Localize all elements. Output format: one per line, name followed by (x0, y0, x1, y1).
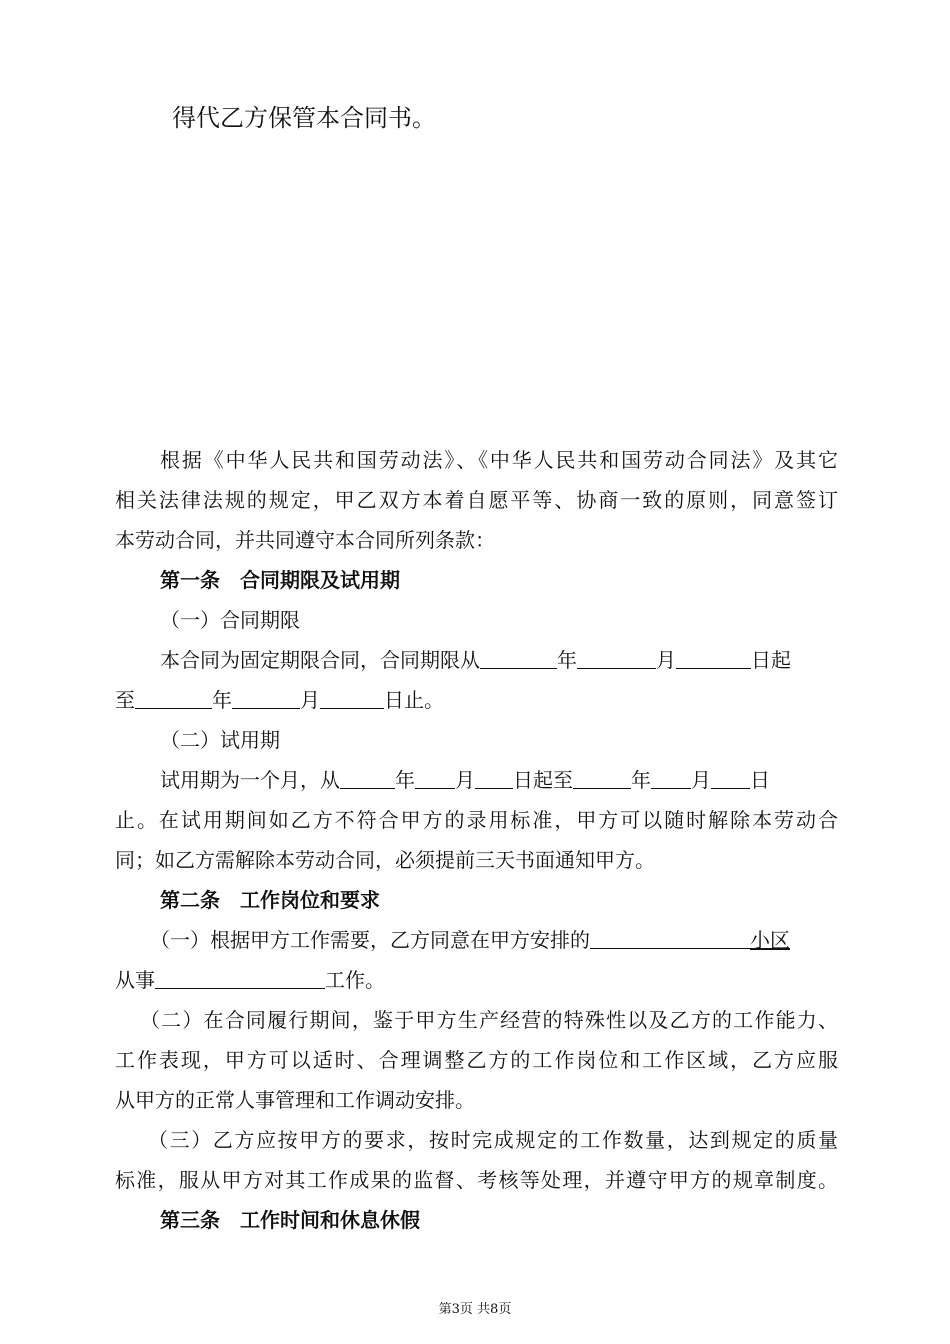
text: 日止。 (384, 688, 444, 712)
paragraph-line: 标准，服从甲方对其工作成果的监督、考核等处理，并遵守甲方的规章制度。 (115, 1168, 838, 1192)
job-field[interactable] (155, 966, 325, 989)
text: 年 (212, 688, 232, 712)
assignment-line (115, 966, 385, 994)
text: 工作。 (325, 968, 385, 992)
paragraph-line: 从甲方的正常人事管理和工作调动安排。 (115, 1088, 475, 1112)
text: 至 (115, 688, 135, 712)
text: 月 (300, 688, 320, 712)
end-month-field[interactable] (232, 686, 300, 709)
probation-line: 同；如乙方需解除本劳动合同，必须提前三天书面通知甲方。 (115, 848, 655, 872)
community-field[interactable] (590, 926, 750, 949)
text: 日起 (751, 648, 791, 672)
text: 日 (750, 768, 770, 792)
probation-end-year-field[interactable] (573, 766, 631, 789)
continued-text: 得代乙方保管本合同书。 (172, 104, 436, 132)
intro-line: 本劳动合同，并共同遵守本合同所列条款： (115, 528, 495, 552)
text: 本合同为固定期限合同，合同期限从 (160, 648, 480, 672)
probation-line: 止。在试用期间如乙方不符合甲方的录用标准，甲方可以随时解除本劳动合 (115, 808, 838, 832)
paragraph-line: 工作表现，甲方可以适时、合理调整乙方的工作岗位和工作区域，乙方应服 (115, 1048, 838, 1072)
intro-line: 根据《中华人民共和国劳动法》、《中华人民共和国劳动合同法》及其它 (160, 448, 838, 472)
section-contract-term: （一）合同期限 (160, 608, 300, 632)
probation-line (160, 766, 770, 794)
text: 日起至 (513, 768, 573, 792)
probation-end-month-field[interactable] (651, 766, 691, 789)
article-1-heading: 第一条 合同期限及试用期 (160, 568, 400, 592)
text: 从事 (115, 968, 155, 992)
start-month-field[interactable] (577, 646, 656, 669)
intro-line: 相关法律法规的规定，甲乙双方本着自愿平等、协商一致的原则，同意签订 (115, 488, 838, 512)
text: （一）根据甲方工作需要，乙方同意在甲方安排的 (150, 928, 590, 952)
probation-end-day-field[interactable] (711, 766, 750, 789)
start-day-field[interactable] (676, 646, 751, 669)
probation-start-year-field[interactable] (340, 766, 395, 789)
text: 年 (395, 768, 415, 792)
probation-start-month-field[interactable] (415, 766, 455, 789)
text: 试用期为一个月，从 (160, 768, 340, 792)
end-year-field[interactable] (135, 686, 212, 709)
text: 月 (691, 768, 711, 792)
contract-term-line (160, 646, 791, 674)
text: 月 (656, 648, 676, 672)
article-3-heading: 第三条 工作时间和休息休假 (160, 1208, 420, 1232)
text: 小区 (750, 928, 790, 952)
text: 年 (631, 768, 651, 792)
text: 月 (455, 768, 475, 792)
start-year-field[interactable] (480, 646, 557, 669)
section-probation: （二）试用期 (160, 728, 280, 752)
paragraph-line: （二）在合同履行期间，鉴于甲方生产经营的特殊性以及乙方的工作能力、 (140, 1008, 838, 1032)
page-number: 第3页 共8页 (438, 1302, 512, 1317)
end-day-field[interactable] (320, 686, 384, 709)
paragraph-line: （三）乙方应按甲方的要求，按时完成规定的工作数量，达到规定的质量 (148, 1128, 838, 1152)
article-2-heading: 第二条 工作岗位和要求 (160, 888, 380, 912)
contract-term-line (115, 686, 444, 714)
probation-start-day-field[interactable] (475, 766, 513, 789)
text: 年 (557, 648, 577, 672)
assignment-line (150, 926, 790, 954)
